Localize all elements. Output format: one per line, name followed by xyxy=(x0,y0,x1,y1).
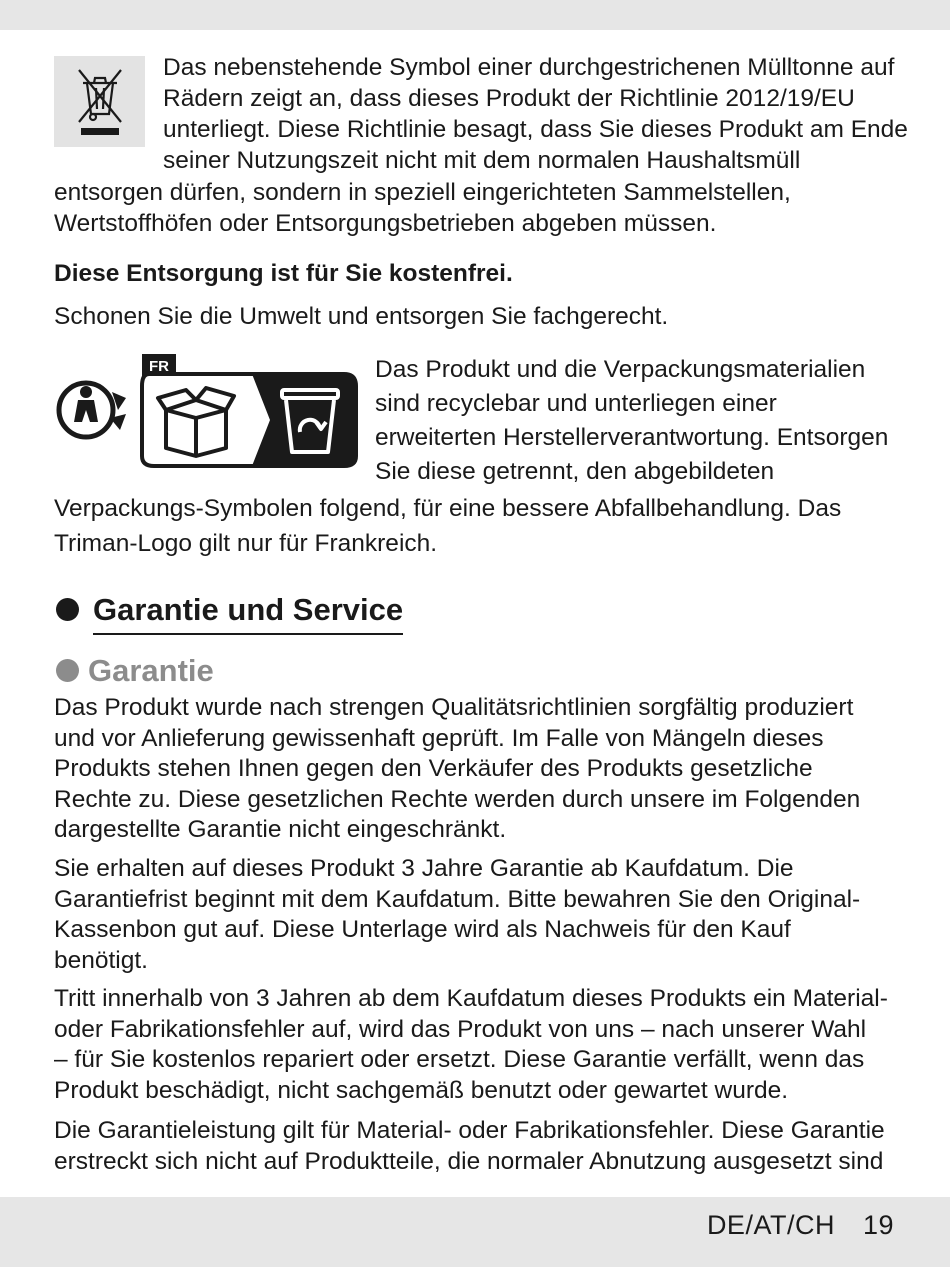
page-footer xyxy=(707,1210,894,1241)
triman-country-label: FR xyxy=(149,358,169,375)
text-line: Das Produkt wurde nach strengen Qualitätsrichtlinien sorgfältig produziert xyxy=(54,694,854,721)
text-line: Produkt beschädigt, nicht sachgemäß benutzt oder gewartet wurde. xyxy=(54,1076,789,1104)
text-line: entsorgen dürfen, sondern in speziell eingerichteten Sammelstellen, xyxy=(54,179,791,206)
packaging-paragraph-wrapped xyxy=(375,353,888,489)
text-line: Rädern zeigt an, dass dieses Produkt der Richtlinie 2012/19/EU xyxy=(163,85,855,112)
text-line: Tritt innerhalb von 3 Jahren ab dem Kaufdatum dieses Produkts ein Material- xyxy=(54,985,888,1012)
text-line: erweiterten Herstellerverantwortung. Entsorgen xyxy=(375,424,889,451)
text-line: und vor Anlieferung gewissenhaft geprüft. Im Falle von Mängeln dieses xyxy=(54,724,824,752)
page-number: 19 xyxy=(862,1210,894,1240)
text-line: seiner Nutzungszeit nicht mit dem normalen Haushaltsmüll xyxy=(163,147,801,174)
text-line: Die Garantieleistung gilt für Material- oder Fabrikationsfehler. Diese Garantie xyxy=(54,1117,885,1144)
text-line: Rechte zu. Diese gesetzlichen Rechte werden durch unsere im Folgenden xyxy=(54,785,861,813)
bullet-dot-icon xyxy=(56,659,79,682)
footer-region: DE/AT/CH xyxy=(706,1210,835,1240)
text-line: oder Fabrikationsfehler auf, wird das Produkt von uns – nach unserer Wahl xyxy=(54,1015,867,1043)
text-line: Sie diese getrennt, den abgebildeten xyxy=(375,458,775,485)
text-line: Produkts stehen Ihnen gegen den Verkäufer des Produkts gesetzliche xyxy=(54,755,813,782)
crossed-bin-icon xyxy=(54,56,145,147)
guarantee-paragraph-2 xyxy=(54,854,860,976)
text-line: Das nebenstehende Symbol einer durchgestrichenen Mülltonne auf xyxy=(163,54,895,81)
text-line: Das Produkt und die Verpackungsmaterialien xyxy=(375,356,866,383)
triman-graphic xyxy=(54,352,358,468)
section-heading xyxy=(56,592,403,635)
text-line: unterliegt. Diese Richtlinie besagt, dass Sie dieses Produkt am Ende xyxy=(163,116,908,143)
text-line: sind recyclebar und unterliegen einer xyxy=(375,390,777,417)
text-line: Wertstoffhöfen oder Entsorgungsbetrieben abgeben müssen. xyxy=(54,210,717,237)
weee-paragraph-full xyxy=(54,177,791,239)
text-line: Triman-Logo gilt nur für Frankreich. xyxy=(54,530,438,557)
top-margin-bar xyxy=(0,0,950,30)
text-line: dargestellte Garantie nicht eingeschränkt. xyxy=(54,816,507,843)
text-line: – für Sie kostenlos repariert oder ersetzt. Diese Garantie verfällt, wenn das xyxy=(54,1046,865,1073)
environment-note xyxy=(54,301,668,332)
text-line: Diese Entsorgung ist für Sie kostenfrei. xyxy=(54,260,513,287)
packaging-paragraph-full xyxy=(54,491,841,561)
guarantee-paragraph-1 xyxy=(54,693,860,846)
subsection-heading xyxy=(56,653,214,689)
text-line: erstreckt sich nicht auf Produktteile, die normaler Abnutzung ausgesetzt sind xyxy=(54,1148,884,1175)
weee-symbol xyxy=(54,56,145,147)
text-line: Kassenbon gut auf. Diese Unterlage wird als Nachweis für den Kauf xyxy=(54,916,791,943)
bullet-dot-icon xyxy=(56,598,79,621)
text-line: Verpackungs-Symbolen folgend, für eine bessere Abfallbehandlung. Das xyxy=(54,495,842,522)
text-line: Sie erhalten auf dieses Produkt 3 Jahre Garantie ab Kaufdatum. Die xyxy=(54,855,794,882)
text-line: Garantiefrist beginnt mit dem Kaufdatum. Bitte bewahren Sie den Original- xyxy=(54,885,861,913)
section-title: Garantie und Service xyxy=(93,592,403,635)
text-line: Schonen Sie die Umwelt und entsorgen Sie fachgerecht. xyxy=(54,303,669,330)
text-line: benötigt. xyxy=(54,946,148,974)
weee-paragraph-wrapped xyxy=(163,52,908,176)
subsection-title: Garantie xyxy=(88,653,214,688)
free-disposal-note xyxy=(54,258,513,289)
guarantee-paragraph-4 xyxy=(54,1115,885,1177)
triman-logo xyxy=(54,352,358,468)
guarantee-paragraph-3 xyxy=(54,984,888,1106)
